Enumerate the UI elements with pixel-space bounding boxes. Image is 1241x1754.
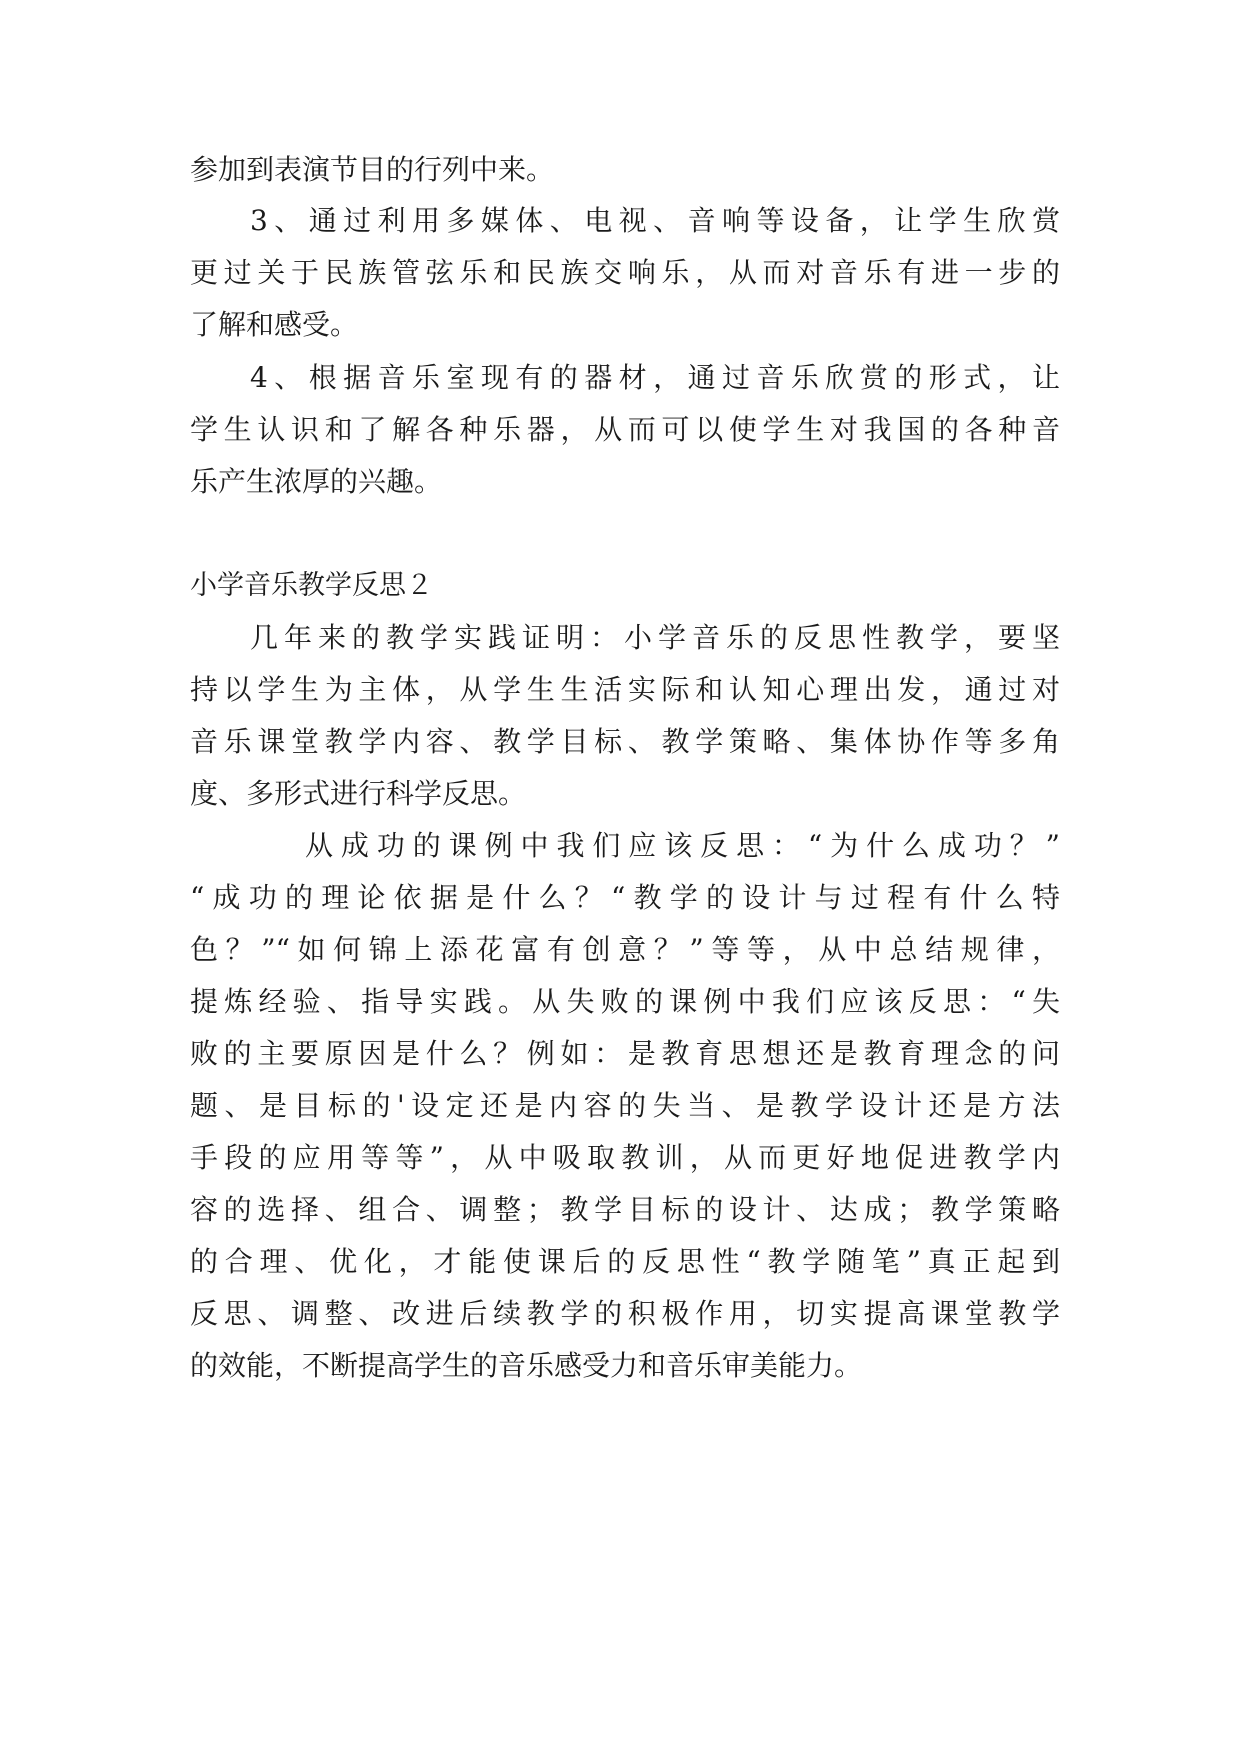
- paragraph-line: 题、是目标的'设定还是内容的失当、是教学设计还是方法: [190, 1089, 1060, 1122]
- list-item-4-line: 乐产生浓厚的兴趣。: [190, 465, 443, 498]
- paragraph-line: 容的选择、组合、调整；教学目标的设计、达成；教学策略: [190, 1193, 1060, 1226]
- paragraph-line: 反思、调整、改进后续教学的积极作用，切实提高课堂教学: [190, 1297, 1060, 1330]
- list-item-4-line: 学生认识和了解各种乐器，从而可以使学生对我国的各种音: [190, 413, 1060, 446]
- paragraph-line: 的效能，不断提高学生的音乐感受力和音乐审美能力。: [190, 1349, 863, 1382]
- list-item-3-line: 3、通过利用多媒体、电视、音响等设备，让学生欣赏: [250, 204, 1060, 237]
- paragraph-line: 从成功的课例中我们应该反思：“为什么成功？”: [305, 829, 1060, 862]
- paragraph-line: 的合理、优化，才能使课后的反思性“教学随笔”真正起到: [190, 1245, 1060, 1278]
- paragraph-line: 持以学生为主体，从学生生活实际和认知心理出发，通过对: [190, 673, 1060, 706]
- text-line: 参加到表演节目的行列中来。: [190, 153, 555, 186]
- list-item-3-line: 更过关于民族管弦乐和民族交响乐，从而对音乐有进一步的: [190, 256, 1060, 289]
- paragraph-line: 手段的应用等等”，从中吸取教训，从而更好地促进教学内: [190, 1141, 1060, 1174]
- paragraph-line: “成功的理论依据是什么？“教学的设计与过程有什么特: [190, 881, 1060, 914]
- list-item-3-line: 了解和感受。: [190, 308, 359, 341]
- paragraph-line: 色？”“如何锦上添花富有创意？”等等，从中总结规律，: [190, 933, 1060, 966]
- section-heading: 小学音乐教学反思２: [190, 570, 433, 601]
- paragraph-line: 败的主要原因是什么？例如：是教育思想还是教育理念的问: [190, 1037, 1060, 1070]
- paragraph-line: 提炼经验、指导实践。从失败的课例中我们应该反思：“失: [190, 985, 1060, 1018]
- paragraph-line: 音乐课堂教学内容、教学目标、教学策略、集体协作等多角: [190, 725, 1060, 758]
- paragraph-line: 度、多形式进行科学反思。: [190, 777, 527, 810]
- paragraph-line: 几年来的教学实践证明：小学音乐的反思性教学，要坚: [250, 621, 1060, 654]
- list-item-4-line: 4、根据音乐室现有的器材，通过音乐欣赏的形式，让: [250, 361, 1060, 394]
